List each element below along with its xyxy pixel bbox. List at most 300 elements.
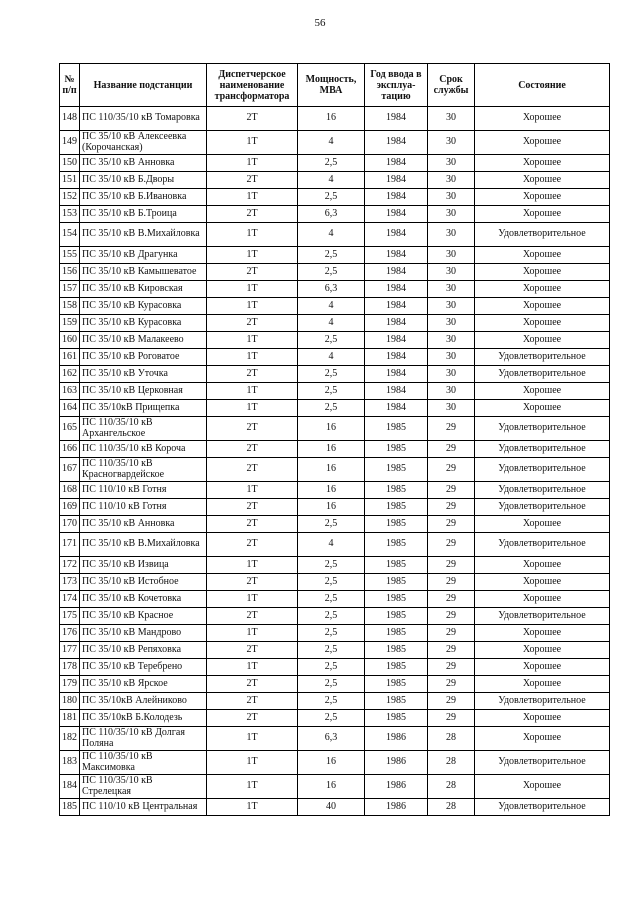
table-row — [60, 693, 610, 710]
cell-year: 1985 — [365, 441, 428, 458]
cell-state: Хорошее — [475, 516, 610, 533]
cell-dispatch: 2Т — [207, 533, 298, 557]
cell-dispatch: 1Т — [207, 727, 298, 751]
cell-name: ПС 35/10 кВ Извица — [80, 557, 207, 574]
cell-name: ПС 110/35/10 кВ Архангельское — [80, 417, 207, 441]
cell-life: 29 — [428, 693, 475, 710]
cell-year: 1984 — [365, 400, 428, 417]
cell-state: Хорошее — [475, 710, 610, 727]
header-name: Название подстанции — [80, 64, 207, 107]
table-row — [60, 247, 610, 264]
cell-name: ПС 35/10кВ Б.Колодезь — [80, 710, 207, 727]
cell-name: ПС 35/10 кВ Ярское — [80, 676, 207, 693]
cell-state: Хорошее — [475, 659, 610, 676]
cell-num: 169 — [60, 499, 80, 516]
cell-year: 1984 — [365, 264, 428, 281]
cell-year: 1984 — [365, 155, 428, 172]
cell-dispatch: 1Т — [207, 281, 298, 298]
cell-power: 16 — [298, 482, 365, 499]
cell-dispatch: 1Т — [207, 775, 298, 799]
table-row — [60, 676, 610, 693]
table-row — [60, 107, 610, 131]
table-row — [60, 441, 610, 458]
cell-name: ПС 35/10 кВ Курасовка — [80, 298, 207, 315]
cell-dispatch: 1Т — [207, 189, 298, 206]
header-year: Год ввода в эксплуа-тацию — [365, 64, 428, 107]
cell-num: 156 — [60, 264, 80, 281]
cell-year: 1985 — [365, 591, 428, 608]
cell-power: 16 — [298, 458, 365, 482]
table-row — [60, 417, 610, 441]
cell-power: 2,5 — [298, 383, 365, 400]
cell-year: 1984 — [365, 189, 428, 206]
cell-year: 1984 — [365, 383, 428, 400]
cell-life: 30 — [428, 264, 475, 281]
cell-life: 29 — [428, 516, 475, 533]
cell-state: Удовлетворительное — [475, 441, 610, 458]
cell-year: 1984 — [365, 206, 428, 223]
cell-life: 30 — [428, 315, 475, 332]
cell-state: Удовлетворительное — [475, 533, 610, 557]
cell-state: Хорошее — [475, 383, 610, 400]
cell-life: 29 — [428, 710, 475, 727]
cell-life: 29 — [428, 676, 475, 693]
cell-life: 29 — [428, 591, 475, 608]
cell-life: 30 — [428, 189, 475, 206]
cell-power: 4 — [298, 298, 365, 315]
cell-power: 4 — [298, 533, 365, 557]
cell-num: 178 — [60, 659, 80, 676]
cell-name: ПС 35/10 кВ Курасовка — [80, 315, 207, 332]
cell-name: ПС 35/10 кВ Мандрово — [80, 625, 207, 642]
cell-state: Хорошее — [475, 155, 610, 172]
page-number: 56 — [314, 17, 326, 29]
cell-num: 164 — [60, 400, 80, 417]
cell-year: 1985 — [365, 574, 428, 591]
cell-power: 2,5 — [298, 264, 365, 281]
table-row — [60, 332, 610, 349]
cell-name: ПС 35/10 кВ Драгунка — [80, 247, 207, 264]
cell-life: 30 — [428, 383, 475, 400]
cell-num: 183 — [60, 751, 80, 775]
cell-dispatch: 2Т — [207, 107, 298, 131]
cell-name: ПС 35/10 кВ Красное — [80, 608, 207, 625]
header-state: Состояние — [475, 64, 610, 107]
cell-power: 2,5 — [298, 189, 365, 206]
cell-year: 1985 — [365, 482, 428, 499]
cell-year: 1986 — [365, 775, 428, 799]
cell-state: Удовлетворительное — [475, 608, 610, 625]
cell-state: Хорошее — [475, 775, 610, 799]
cell-num: 159 — [60, 315, 80, 332]
cell-power: 16 — [298, 417, 365, 441]
table-row — [60, 533, 610, 557]
header-power: Мощность, МВА — [298, 64, 365, 107]
cell-num: 185 — [60, 799, 80, 816]
cell-num: 160 — [60, 332, 80, 349]
table-row — [60, 264, 610, 281]
cell-num: 170 — [60, 516, 80, 533]
cell-dispatch: 1Т — [207, 751, 298, 775]
cell-name: ПС 35/10 кВ Кировская — [80, 281, 207, 298]
cell-name: ПС 35/10 кВ Камышеватое — [80, 264, 207, 281]
cell-state: Удовлетворительное — [475, 349, 610, 366]
cell-power: 2,5 — [298, 366, 365, 383]
table-row — [60, 516, 610, 533]
cell-state: Удовлетворительное — [475, 458, 610, 482]
cell-dispatch: 2Т — [207, 441, 298, 458]
cell-dispatch: 2Т — [207, 710, 298, 727]
cell-year: 1986 — [365, 727, 428, 751]
cell-num: 176 — [60, 625, 80, 642]
cell-name: ПС 35/10 кВ Истобное — [80, 574, 207, 591]
cell-state: Хорошее — [475, 315, 610, 332]
cell-name: ПС 35/10 кВ Анновка — [80, 516, 207, 533]
cell-power: 2,5 — [298, 574, 365, 591]
cell-state: Хорошее — [475, 281, 610, 298]
cell-year: 1984 — [365, 332, 428, 349]
cell-num: 151 — [60, 172, 80, 189]
cell-dispatch: 2Т — [207, 676, 298, 693]
cell-num: 153 — [60, 206, 80, 223]
cell-num: 149 — [60, 131, 80, 155]
cell-dispatch: 1Т — [207, 400, 298, 417]
cell-dispatch: 1Т — [207, 625, 298, 642]
cell-year: 1985 — [365, 625, 428, 642]
cell-year: 1985 — [365, 693, 428, 710]
cell-state: Хорошее — [475, 131, 610, 155]
cell-num: 175 — [60, 608, 80, 625]
cell-num: 165 — [60, 417, 80, 441]
cell-power: 2,5 — [298, 516, 365, 533]
table-row — [60, 751, 610, 775]
cell-power: 2,5 — [298, 155, 365, 172]
cell-dispatch: 2Т — [207, 516, 298, 533]
cell-state: Удовлетворительное — [475, 693, 610, 710]
cell-year: 1985 — [365, 642, 428, 659]
table-row — [60, 482, 610, 499]
cell-state: Хорошее — [475, 206, 610, 223]
table-row — [60, 366, 610, 383]
table-row — [60, 608, 610, 625]
cell-state: Хорошее — [475, 332, 610, 349]
cell-year: 1985 — [365, 557, 428, 574]
cell-dispatch: 1Т — [207, 155, 298, 172]
cell-power: 2,5 — [298, 625, 365, 642]
cell-num: 161 — [60, 349, 80, 366]
cell-dispatch: 2Т — [207, 172, 298, 189]
cell-year: 1984 — [365, 281, 428, 298]
cell-dispatch: 2Т — [207, 642, 298, 659]
cell-state: Удовлетворительное — [475, 499, 610, 516]
cell-num: 184 — [60, 775, 80, 799]
cell-dispatch: 2Т — [207, 206, 298, 223]
cell-dispatch: 1Т — [207, 557, 298, 574]
cell-num: 182 — [60, 727, 80, 751]
table-row — [60, 458, 610, 482]
cell-power: 2,5 — [298, 332, 365, 349]
cell-state: Хорошее — [475, 557, 610, 574]
cell-dispatch: 2Т — [207, 315, 298, 332]
table-row — [60, 281, 610, 298]
cell-name: ПС 35/10кВ Прищепка — [80, 400, 207, 417]
table-row — [60, 383, 610, 400]
substations-table — [59, 63, 610, 816]
cell-name: ПС 35/10 кВ Церковная — [80, 383, 207, 400]
cell-name: ПС 110/10 кВ Готня — [80, 482, 207, 499]
cell-dispatch: 1Т — [207, 247, 298, 264]
cell-life: 28 — [428, 727, 475, 751]
cell-life: 30 — [428, 247, 475, 264]
cell-life: 30 — [428, 223, 475, 247]
cell-dispatch: 1Т — [207, 332, 298, 349]
cell-state: Удовлетворительное — [475, 799, 610, 816]
header-dispatch: Диспетчерское наименование трансформатора — [207, 64, 298, 107]
cell-year: 1986 — [365, 751, 428, 775]
cell-state: Хорошее — [475, 676, 610, 693]
cell-dispatch: 1Т — [207, 659, 298, 676]
cell-state: Хорошее — [475, 574, 610, 591]
header-life: Срок службы — [428, 64, 475, 107]
table-row — [60, 206, 610, 223]
cell-life: 29 — [428, 574, 475, 591]
cell-name: ПС 110/35/10 кВ Короча — [80, 441, 207, 458]
cell-life: 30 — [428, 172, 475, 189]
cell-life: 30 — [428, 332, 475, 349]
cell-power: 6,3 — [298, 727, 365, 751]
cell-dispatch: 1Т — [207, 799, 298, 816]
cell-life: 29 — [428, 458, 475, 482]
cell-num: 157 — [60, 281, 80, 298]
cell-name: ПС 110/35/10 кВ Долгая Поляна — [80, 727, 207, 751]
cell-power: 16 — [298, 441, 365, 458]
cell-num: 150 — [60, 155, 80, 172]
cell-year: 1985 — [365, 458, 428, 482]
cell-dispatch: 1Т — [207, 482, 298, 499]
cell-life: 28 — [428, 751, 475, 775]
cell-year: 1985 — [365, 608, 428, 625]
cell-life: 29 — [428, 642, 475, 659]
cell-state: Хорошее — [475, 625, 610, 642]
cell-dispatch: 1Т — [207, 298, 298, 315]
cell-year: 1984 — [365, 247, 428, 264]
cell-name: ПС 35/10 кВ Репяховка — [80, 642, 207, 659]
cell-state: Хорошее — [475, 298, 610, 315]
cell-power: 4 — [298, 223, 365, 247]
cell-state: Хорошее — [475, 400, 610, 417]
cell-life: 29 — [428, 557, 475, 574]
cell-name: ПС 110/35/10 кВ Красногвардейское — [80, 458, 207, 482]
cell-power: 6,3 — [298, 206, 365, 223]
cell-name: ПС 110/35/10 кВ Стрелецкая — [80, 775, 207, 799]
cell-num: 163 — [60, 383, 80, 400]
table-row — [60, 131, 610, 155]
header-num: № п/п — [60, 64, 80, 107]
table-row — [60, 298, 610, 315]
cell-life: 30 — [428, 131, 475, 155]
cell-name: ПС 35/10 кВ Роговатое — [80, 349, 207, 366]
cell-name: ПС 35/10 кВ Уточка — [80, 366, 207, 383]
cell-state: Хорошее — [475, 107, 610, 131]
cell-life: 30 — [428, 155, 475, 172]
cell-dispatch: 2Т — [207, 458, 298, 482]
cell-power: 2,5 — [298, 659, 365, 676]
cell-year: 1984 — [365, 107, 428, 131]
cell-name: ПС 35/10кВ Алейниково — [80, 693, 207, 710]
cell-state: Удовлетворительное — [475, 223, 610, 247]
cell-year: 1984 — [365, 131, 428, 155]
cell-num: 179 — [60, 676, 80, 693]
cell-name: ПС 35/10 кВ Малакеево — [80, 332, 207, 349]
cell-power: 16 — [298, 499, 365, 516]
cell-num: 174 — [60, 591, 80, 608]
cell-state: Хорошее — [475, 642, 610, 659]
table-row — [60, 155, 610, 172]
cell-name: ПС 110/35/10 кВ Томаровка — [80, 107, 207, 131]
table-row — [60, 574, 610, 591]
cell-power: 4 — [298, 349, 365, 366]
cell-num: 177 — [60, 642, 80, 659]
cell-life: 29 — [428, 499, 475, 516]
cell-year: 1986 — [365, 799, 428, 816]
cell-life: 28 — [428, 799, 475, 816]
cell-dispatch: 1Т — [207, 591, 298, 608]
cell-life: 29 — [428, 482, 475, 499]
cell-power: 2,5 — [298, 247, 365, 264]
cell-year: 1985 — [365, 499, 428, 516]
cell-state: Хорошее — [475, 247, 610, 264]
cell-year: 1984 — [365, 349, 428, 366]
cell-life: 29 — [428, 659, 475, 676]
cell-name: ПС 35/10 кВ Анновка — [80, 155, 207, 172]
cell-power: 4 — [298, 315, 365, 332]
cell-dispatch: 1Т — [207, 383, 298, 400]
cell-year: 1985 — [365, 533, 428, 557]
cell-year: 1984 — [365, 298, 428, 315]
cell-dispatch: 2Т — [207, 366, 298, 383]
cell-num: 155 — [60, 247, 80, 264]
cell-life: 28 — [428, 775, 475, 799]
table-row — [60, 400, 610, 417]
table-row — [60, 775, 610, 799]
cell-num: 181 — [60, 710, 80, 727]
cell-state: Хорошее — [475, 727, 610, 751]
cell-power: 2,5 — [298, 693, 365, 710]
cell-num: 173 — [60, 574, 80, 591]
cell-state: Удовлетворительное — [475, 751, 610, 775]
cell-num: 154 — [60, 223, 80, 247]
table-header-row — [60, 64, 610, 107]
table-row — [60, 799, 610, 816]
cell-power: 4 — [298, 131, 365, 155]
cell-life: 29 — [428, 625, 475, 642]
cell-dispatch: 2Т — [207, 499, 298, 516]
cell-power: 2,5 — [298, 591, 365, 608]
cell-power: 2,5 — [298, 400, 365, 417]
table-row — [60, 349, 610, 366]
cell-year: 1985 — [365, 710, 428, 727]
cell-power: 2,5 — [298, 642, 365, 659]
cell-life: 29 — [428, 417, 475, 441]
cell-num: 162 — [60, 366, 80, 383]
table-row — [60, 223, 610, 247]
cell-name: ПС 35/10 кВ Б.Дворы — [80, 172, 207, 189]
cell-life: 30 — [428, 349, 475, 366]
cell-num: 158 — [60, 298, 80, 315]
cell-power: 16 — [298, 751, 365, 775]
table-row — [60, 642, 610, 659]
cell-num: 152 — [60, 189, 80, 206]
table-row — [60, 710, 610, 727]
cell-life: 30 — [428, 366, 475, 383]
cell-dispatch: 2Т — [207, 574, 298, 591]
table-row — [60, 625, 610, 642]
cell-dispatch: 1Т — [207, 223, 298, 247]
table-row — [60, 189, 610, 206]
cell-num: 148 — [60, 107, 80, 131]
table-row — [60, 315, 610, 332]
cell-life: 30 — [428, 281, 475, 298]
cell-power: 16 — [298, 107, 365, 131]
cell-num: 167 — [60, 458, 80, 482]
cell-life: 30 — [428, 298, 475, 315]
table-row — [60, 727, 610, 751]
cell-power: 2,5 — [298, 710, 365, 727]
table-row — [60, 557, 610, 574]
cell-name: ПС 110/10 кВ Готня — [80, 499, 207, 516]
cell-num: 180 — [60, 693, 80, 710]
cell-power: 16 — [298, 775, 365, 799]
cell-state: Удовлетворительное — [475, 366, 610, 383]
cell-dispatch: 1Т — [207, 349, 298, 366]
table-row — [60, 591, 610, 608]
cell-name: ПС 35/10 кВ Б.Троица — [80, 206, 207, 223]
table-row — [60, 659, 610, 676]
cell-name: ПС 35/10 кВ В.Михайловка — [80, 533, 207, 557]
cell-name: ПС 35/10 кВ В.Михайловка — [80, 223, 207, 247]
cell-power: 2,5 — [298, 676, 365, 693]
cell-year: 1985 — [365, 676, 428, 693]
cell-dispatch: 2Т — [207, 608, 298, 625]
cell-state: Хорошее — [475, 264, 610, 281]
cell-life: 30 — [428, 107, 475, 131]
cell-name: ПС 35/10 кВ Алексеевка (Корочанская) — [80, 131, 207, 155]
cell-state: Хорошее — [475, 172, 610, 189]
cell-name: ПС 110/10 кВ Центральная — [80, 799, 207, 816]
cell-state: Удовлетворительное — [475, 482, 610, 499]
cell-power: 40 — [298, 799, 365, 816]
cell-power: 4 — [298, 172, 365, 189]
cell-name: ПС 35/10 кВ Кочетовка — [80, 591, 207, 608]
cell-dispatch: 2Т — [207, 693, 298, 710]
cell-year: 1984 — [365, 315, 428, 332]
cell-num: 166 — [60, 441, 80, 458]
cell-state: Удовлетворительное — [475, 417, 610, 441]
cell-dispatch: 2Т — [207, 417, 298, 441]
cell-name: ПС 110/35/10 кВ Максимовка — [80, 751, 207, 775]
table-body — [60, 107, 610, 816]
cell-name: ПС 35/10 кВ Б.Ивановка — [80, 189, 207, 206]
cell-num: 172 — [60, 557, 80, 574]
cell-life: 30 — [428, 400, 475, 417]
cell-power: 2,5 — [298, 608, 365, 625]
cell-name: ПС 35/10 кВ Теребрено — [80, 659, 207, 676]
cell-year: 1984 — [365, 366, 428, 383]
cell-num: 171 — [60, 533, 80, 557]
cell-dispatch: 2Т — [207, 264, 298, 281]
cell-year: 1985 — [365, 659, 428, 676]
cell-num: 168 — [60, 482, 80, 499]
